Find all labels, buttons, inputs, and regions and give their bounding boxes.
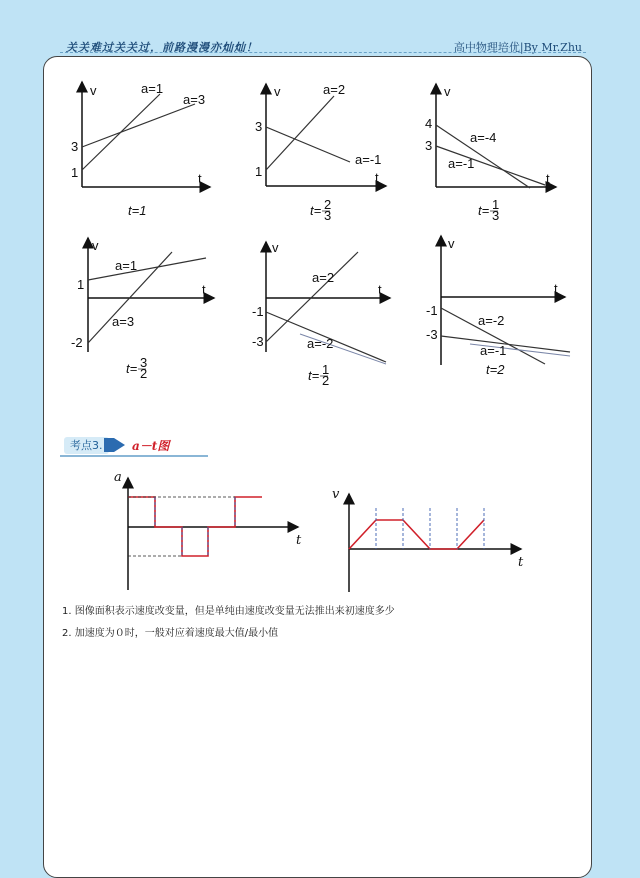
t-label: t xyxy=(375,170,379,185)
intercept-2: 3 xyxy=(425,138,433,153)
line-a2 xyxy=(266,252,358,342)
svg-text:1: 1 xyxy=(322,362,330,377)
section-arrow-head-icon xyxy=(114,438,125,452)
section-title: a－t图 xyxy=(132,439,170,453)
line-label-1: a=-2 xyxy=(478,313,505,328)
vt-graph-3 xyxy=(425,84,556,223)
section-tag: 考点3. xyxy=(64,437,109,454)
intercept-1: 1 xyxy=(77,277,85,292)
header-title: 高中物理培优|By Mr.Zhu xyxy=(453,41,582,54)
vt-curve xyxy=(349,520,484,549)
line-label-2: a=-2 xyxy=(307,336,334,351)
note-2: 2. 加速度为０时，一般对应着速度最大值/最小值 xyxy=(62,628,279,639)
line-label-2: a=-1 xyxy=(355,152,382,167)
vt-graph-6 xyxy=(426,236,570,377)
line-label-1: a=1 xyxy=(141,81,164,96)
t-label: t xyxy=(546,171,550,186)
line-label-2: a=-1 xyxy=(448,156,475,171)
svg-text:t=: t= xyxy=(310,203,322,218)
line-a1 xyxy=(88,258,206,280)
v-label: v xyxy=(92,238,99,253)
line-label-1: a=-4 xyxy=(470,130,497,145)
v-label: v xyxy=(90,83,97,98)
condition xyxy=(310,197,331,223)
line-label-1: a=2 xyxy=(323,82,346,97)
svg-text:t=: t= xyxy=(308,368,320,383)
svg-text:t=: t= xyxy=(478,203,490,218)
intercept-1: -1 xyxy=(426,303,438,318)
v-label: v xyxy=(332,487,340,502)
condition: t=1 xyxy=(128,203,147,218)
intercept-1: 4 xyxy=(425,116,433,131)
svg-text:3: 3 xyxy=(140,355,148,370)
v-label: v xyxy=(274,84,281,99)
v-label: v xyxy=(448,236,455,251)
intercept-1: 3 xyxy=(71,139,79,154)
intercept-2: 1 xyxy=(71,165,79,180)
note-1: 1. 图像面积表示速度改变量，但是单纯由速度改变量无法推出来初速度多少 xyxy=(62,606,395,617)
condition xyxy=(126,355,147,381)
a-label: a xyxy=(114,470,122,485)
vt-graph-1 xyxy=(71,81,210,218)
svg-text:2: 2 xyxy=(324,197,332,212)
line-a2 xyxy=(266,96,334,170)
line-label-2: a=-1 xyxy=(480,343,507,358)
condition: t=2 xyxy=(486,362,505,377)
svg-text:t=: t= xyxy=(126,361,138,376)
header-slogan: 关关难过关关过，前路漫漫亦灿灿！ xyxy=(66,41,258,54)
vt-graph-2 xyxy=(255,82,386,223)
condition xyxy=(308,362,329,388)
svg-text:1: 1 xyxy=(492,197,500,212)
v-label: v xyxy=(272,240,279,255)
t-label: t xyxy=(378,282,382,297)
section-arrow-icon xyxy=(104,438,114,452)
line-label-1: a=2 xyxy=(312,270,335,285)
t-label: t xyxy=(202,282,206,297)
t-label: t xyxy=(296,533,302,548)
line-label-1: a=1 xyxy=(115,258,138,273)
v-label: v xyxy=(444,84,451,99)
intercept-2: -2 xyxy=(71,335,83,350)
vt-graph-5 xyxy=(252,240,390,388)
t-label: t xyxy=(198,171,202,186)
line-label-2: a=3 xyxy=(112,314,135,329)
t-label: t xyxy=(554,281,558,296)
intercept-1: 3 xyxy=(255,119,263,134)
t-label: t xyxy=(518,555,524,570)
line-a3 xyxy=(82,104,195,147)
svg-text:2: 2 xyxy=(322,373,330,388)
vt-graph-right xyxy=(332,487,524,592)
intercept-2: -3 xyxy=(252,334,264,349)
intercept-1: -1 xyxy=(252,304,264,319)
svg-text:3: 3 xyxy=(492,208,500,223)
svg-text:3: 3 xyxy=(324,208,332,223)
intercept-2: 1 xyxy=(255,164,263,179)
intercept-2: -3 xyxy=(426,327,438,342)
vt-graph-4 xyxy=(71,238,214,381)
svg-text:2: 2 xyxy=(140,366,148,381)
condition xyxy=(478,197,499,223)
line-label-2: a=3 xyxy=(183,92,206,107)
at-graph xyxy=(114,470,302,590)
section-heading xyxy=(60,436,208,456)
